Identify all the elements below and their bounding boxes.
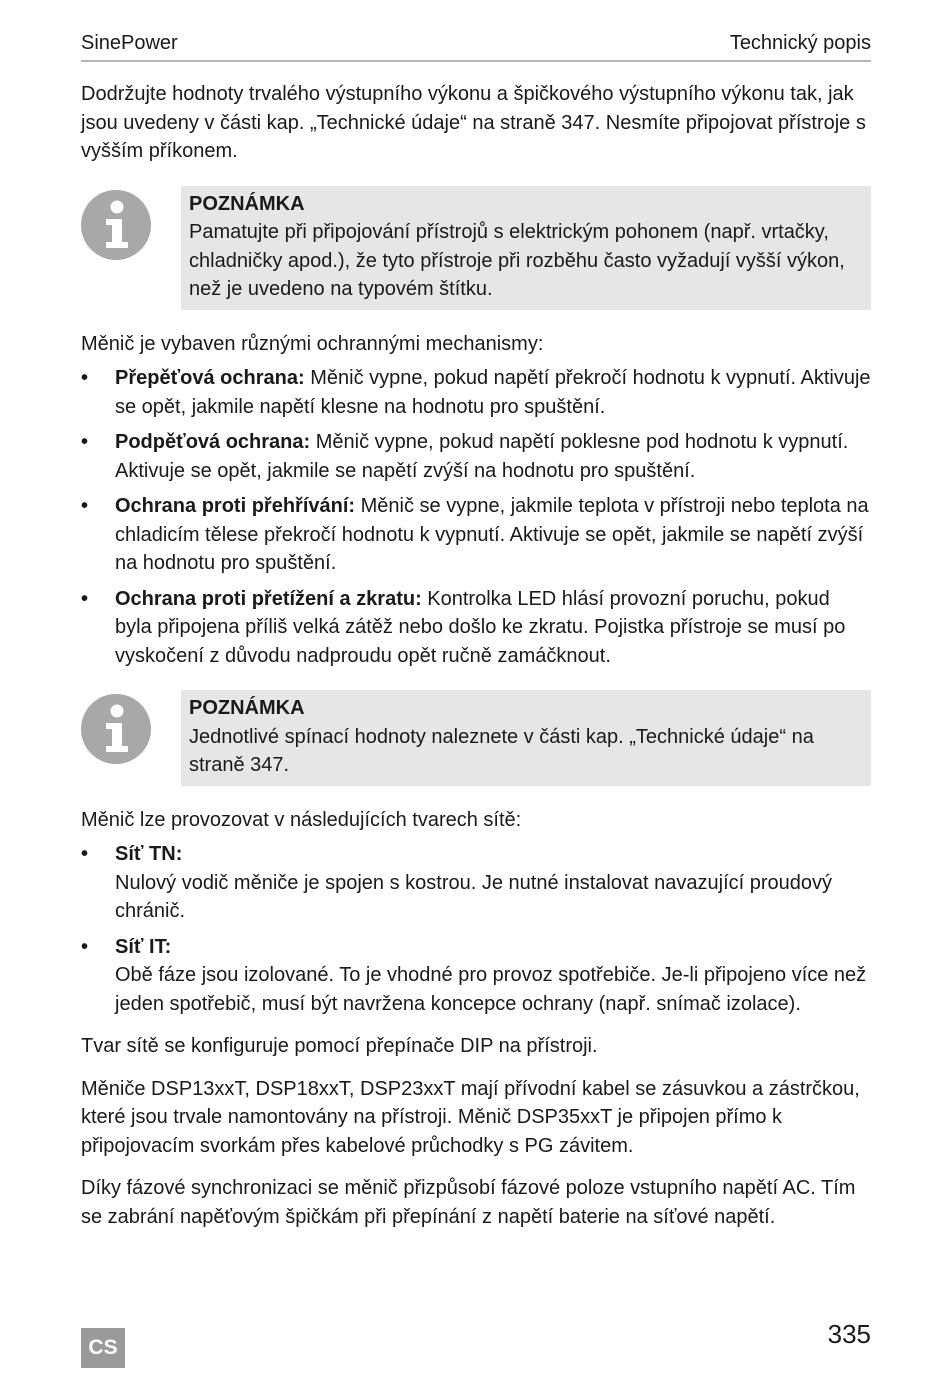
list-item — [81, 585, 871, 671]
note-content-2 — [181, 690, 871, 786]
dip-paragraph: Tvar sítě se konfiguruje pomocí přepínače DIP na přístroji. — [81, 1035, 598, 1057]
list-item-text: Měnič se vypne, jakmile teplota v přístroji nebo teplota na chladicím tělese překročí hodnotu k vypnutí. Aktivuje se opět, jakmile se napětí zvýší na hodnotu pro spuštění. — [115, 495, 869, 574]
list-item-label: Síť TN: — [115, 843, 183, 865]
note-title: POZNÁMKA — [189, 697, 305, 719]
bullet: • — [81, 935, 89, 958]
list-item-text: Obě fáze jsou izolované. To je vhodné pro provoz spotřebiče. Je-li připojeno více než jeden spotřebič, musí být navržena koncepce ochrany (např. snímač izolace). — [115, 964, 867, 1015]
info-icon — [81, 694, 151, 764]
list-item-text: Nulový vodič měniče je spojen s kostrou. Je nutné instalovat navazující proudový chránič. — [115, 871, 833, 922]
protection-intro: Měnič je vybaven různými ochrannými mechanismy: — [81, 332, 544, 355]
header-brand: SinePower — [81, 32, 178, 54]
sync-paragraph: Díky fázové synchronizaci se měnič přizpůsobí fázové poloze vstupního napětí AC. Tím se zabrání napěťovým špičkám při přepínání z napětí baterie na síťové napětí. — [81, 1177, 856, 1228]
bullet: • — [81, 843, 89, 865]
list-item-text: Kontrolka LED hlásí provozní poruchu, pokud byla připojena příliš velká zátěž nebo došlo ke zkratu. Pojistka přístroje se musí po vyskočení z důvodu nadproudu opět ručně zamáčknout. — [115, 587, 846, 667]
note-content-1 — [181, 186, 871, 310]
note-title: POZNÁMKA — [189, 192, 305, 215]
list-item — [81, 428, 871, 485]
bullet: • — [81, 431, 89, 453]
info-icon — [81, 190, 151, 260]
network-list — [81, 840, 871, 1018]
list-item — [81, 840, 871, 926]
note-text: Jednotlivé spínací hodnoty naleznete v části kap. „Technické údaje“ na straně 347. — [189, 725, 814, 776]
bullet: • — [81, 367, 89, 389]
note-box-2 — [81, 690, 871, 786]
list-item-text: Měnič vypne, pokud napětí překročí hodnotu k vypnutí. Aktivuje se opět, jakmile napětí klesne na hodnotu pro spuštění. — [115, 367, 871, 418]
list-item-label: Přepěťová ochrana: — [115, 367, 305, 389]
list-item — [81, 933, 871, 1019]
intro-paragraph: Dodržujte hodnoty trvalého výstupního výkonu a špičkového výstupního výkonu tak, jak jsou uvedeny v části kap. „Technické údaje“ na straně 347. Nesmíte připojovat přístroje s vyšším příkonem. — [81, 83, 866, 162]
list-item-label: Ochrana proti přetížení a zkratu: — [115, 587, 422, 610]
page-number: 335 — [827, 1319, 871, 1349]
bullet: • — [81, 495, 89, 517]
bullet: • — [81, 587, 89, 610]
list-item — [81, 492, 871, 578]
list-item-label: Síť IT: — [115, 935, 172, 958]
networks-intro: Měnič lze provozovat v následujících tvarech sítě: — [81, 808, 522, 831]
models-paragraph: Měniče DSP13xxT, DSP18xxT, DSP23xxT mají přívodní kabel se zásuvkou a zástrčkou, které jsou trvale namontovány na přístroji. Měnič DSP35xxT je připojen přímo k připojovacím svorkám přes kabelové průchodky s PG závitem. — [81, 1077, 860, 1157]
list-item-label: Podpěťová ochrana: — [115, 431, 311, 453]
list-item — [81, 364, 871, 421]
page-content — [81, 80, 871, 1245]
note-text: Pamatujte při připojování přístrojů s elektrickým pohonem (např. vrtačky, chladničky apod.), že tyto přístroje při rozběhu často vyžadují vyšší výkon, než je uvedeno na typovém štítku. — [189, 221, 845, 300]
list-item-text: Měnič vypne, pokud napětí poklesne pod hodnotu k vypnutí. Aktivuje se opět, jakmile se napětí zvýší na hodnotu pro spuštění. — [115, 431, 849, 482]
list-item-label: Ochrana proti přehřívání: — [115, 495, 356, 517]
protection-list — [81, 364, 871, 670]
page-header — [81, 28, 871, 62]
note-box-1 — [81, 186, 871, 310]
language-badge: CS — [81, 1328, 125, 1368]
header-section: Technický popis — [729, 32, 871, 54]
